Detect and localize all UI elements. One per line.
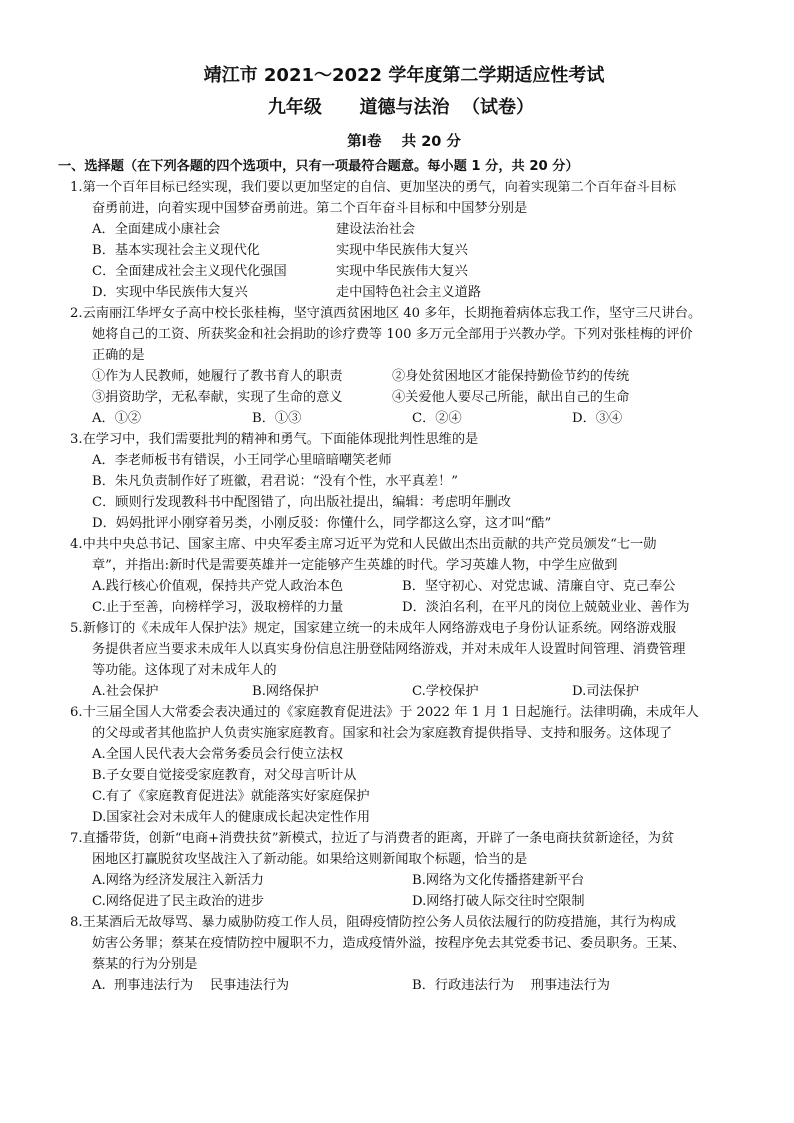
question-stem: 4.中共中央总书记、国家主席、中央军委主席习近平为党和人民做出杰出贡献的共产党员颁发“七一勋 <box>70 537 657 552</box>
question-3 <box>70 429 732 534</box>
statement-row <box>70 387 732 408</box>
question-stem: 8.王某酒后无故辱骂、暴力威胁防疫工作人员，阻碍疫情防控公务人员依法履行的防疫措施，其行为构成 <box>70 915 677 930</box>
section-heading: 一、选择题（在下列各题的四个选项中，只有一项最符合题意。每小题 1 分，共 20 分） <box>58 159 579 174</box>
statement-4: ④关爱他人要尽己所能，献出自己的生命 <box>392 390 630 405</box>
option-c: C.学校保护 <box>412 684 479 699</box>
option-d: D.司法保护 <box>572 684 640 699</box>
option-d: D．淡泊名利，在平凡的岗位上兢兢业业、善作为 <box>402 600 690 615</box>
option-c: C．全面建成社会主义现代化强国 <box>92 264 287 279</box>
option-b: B．基本实现社会主义现代化 <box>92 243 260 258</box>
question-stem: 7.直播带货，创新“电商+消费扶贫”新模式，拉近了与消费者的距离，开辟了一条电商扶贫新途径，为贫 <box>70 831 675 846</box>
question-stem: 2.云南丽江华坪女子高中校长张桂梅，坚守滇西贫困地区 40 多年，长期拖着病体忘我工作，坚守三尺讲台。 <box>70 306 702 321</box>
option-c: C.有了《家庭教育促进法》就能落实好家庭保护 <box>92 789 370 804</box>
option-a: A.全国人民代表大会常务委员会行使立法权 <box>92 747 344 762</box>
option-b: B．①③ <box>252 411 302 426</box>
question-6 <box>70 702 732 828</box>
option-a: A．①② <box>92 411 142 426</box>
option-b: B.网络为文化传播搭建新平台 <box>412 873 585 888</box>
option-b: B．行政违法行为 刑事违法行为 <box>412 978 610 993</box>
question-stem: 6.十三届全国人大常委会表决通过的《家庭教育促进法》于 2022 年 1 月 1 日起施行。法律明确，未成年人 <box>70 705 699 720</box>
question-stem: 她将自己的工资、所获奖金和社会捐助的诊疗费等 100 多万元全部用于兴教办学。下列对张桂梅的评价 <box>92 327 693 342</box>
option-row <box>70 870 732 891</box>
option-c-second: 实现中华民族伟大复兴 <box>336 264 468 279</box>
option-d: D.网络打破人际交往时空限制 <box>412 894 585 909</box>
option-b: B．坚守初心、对党忠诚、清廉自守、克己奉公 <box>402 579 676 594</box>
question-stem: 正确的是 <box>92 348 145 363</box>
question-stem: 5.新修订的《未成年人保护法》规定，国家建立统一的未成年人网络游戏电子身份认证系统。网络游戏服 <box>70 621 677 636</box>
statement-2: ②身处贫困地区才能保持勤俭节约的传统 <box>392 369 630 384</box>
option-d: D.国家社会对未成年人的健康成长起决定性作用 <box>92 810 371 825</box>
option-b: B.子女要自觉接受家庭教育，对父母言听计从 <box>92 768 357 783</box>
question-stem: 3.在学习中，我们需要批判的精神和勇气。下面能体现批判性思维的是 <box>70 432 479 447</box>
option-b-second: 实现中华民族伟大复兴 <box>336 243 468 258</box>
option-row <box>70 975 732 996</box>
option-d: D．妈妈批评小刚穿着另类，小刚反驳：你懂什么，同学都这么穿，这才叫“酷” <box>92 516 552 531</box>
option-c: C.网络促进了民主政治的进步 <box>92 894 265 909</box>
question-stem: 等功能。这体现了对未成年人的 <box>92 663 277 678</box>
option-c: C.止于至善，向榜样学习，汲取榜样的力量 <box>92 600 344 615</box>
question-stem: 1.第一个百年目标已经实现，我们要以更加坚定的自信、更加坚决的勇气，向着实现第二个百年奋斗目标 <box>70 180 677 195</box>
option-a: A.网络为经济发展注入新活力 <box>92 873 264 888</box>
question-4 <box>70 534 732 618</box>
option-row <box>70 282 732 303</box>
question-2 <box>70 303 732 429</box>
option-row <box>70 219 732 240</box>
statement-row <box>70 366 732 387</box>
exam-title: 靖江市 2021～2022 学年度第二学期适应性考试 <box>203 65 605 86</box>
question-7 <box>70 828 732 912</box>
question-stem: 的父母或者其他监护人负责实施家庭教育。国家和社会为家庭教育提供指导、支持和服务。这体现了 <box>92 726 673 741</box>
question-stem: 妨害公务罪；蔡某在疫情防控中履职不力，造成疫情外溢，按程序免去其党委书记、委员职务。王某、 <box>92 936 686 951</box>
option-row <box>70 681 732 702</box>
question-stem: 务提供者应当要求未成年人以真实身份信息注册登陆网络游戏，并对未成年人设置时间管理、消费管理 <box>92 642 686 657</box>
question-stem: 奋勇前进，向着实现中国梦奋勇前进。第二个百年奋斗目标和中国梦分别是 <box>92 201 528 216</box>
question-stem: 蔡某的行为分别是 <box>92 957 198 972</box>
option-a: A. 刑事违法行为 民事违法行为 <box>92 978 290 993</box>
statement-1: ①作为人民教师，她履行了教书育人的职责 <box>92 369 343 384</box>
option-a: A．李老师板书有错误，小王同学心里暗暗嘲笑老师 <box>92 453 392 468</box>
option-a-second: 建设法治社会 <box>336 222 416 237</box>
option-row <box>70 261 732 282</box>
question-stem: 困地区打赢脱贫攻坚战注入了新动能。如果给这则新闻取个标题，恰当的是 <box>92 852 528 867</box>
option-a: A.社会保护 <box>92 684 159 699</box>
question-1 <box>70 177 732 303</box>
option-d: D．实现中华民族伟大复兴 <box>92 285 248 300</box>
option-a: A.践行核心价值观，保持共产党人政治本色 <box>92 579 344 594</box>
exam-subtitle: 九年级 道德与法治 （试卷） <box>267 97 535 118</box>
option-d-second: 走中国特色社会主义道路 <box>336 285 482 300</box>
question-5 <box>70 618 732 702</box>
volume-heading: 第Ⅰ卷 共 20 分 <box>347 134 461 150</box>
option-b: B．朱凡负责制作好了班徽，君君说：“没有个性，水平真差！” <box>92 474 459 489</box>
option-c: C．②④ <box>412 411 462 426</box>
question-8 <box>70 912 732 996</box>
option-c: C．顾则行发现教科书中配图错了，向出版社提出，编辑：考虑明年删改 <box>92 495 511 510</box>
option-row <box>70 597 732 618</box>
question-stem: 章”，并指出:新时代是需要英雄并一定能够产生英雄的时代。学习英雄人物，中学生应做到 <box>92 558 618 573</box>
option-row <box>70 408 732 429</box>
option-row <box>70 240 732 261</box>
option-d: D．③④ <box>572 411 623 426</box>
option-row <box>70 576 732 597</box>
option-b: B.网络保护 <box>252 684 319 699</box>
statement-3: ③捐资助学，无私奉献，实现了生命的意义 <box>92 390 343 405</box>
option-a: A．全面建成小康社会 <box>92 222 221 237</box>
option-row <box>70 891 732 912</box>
